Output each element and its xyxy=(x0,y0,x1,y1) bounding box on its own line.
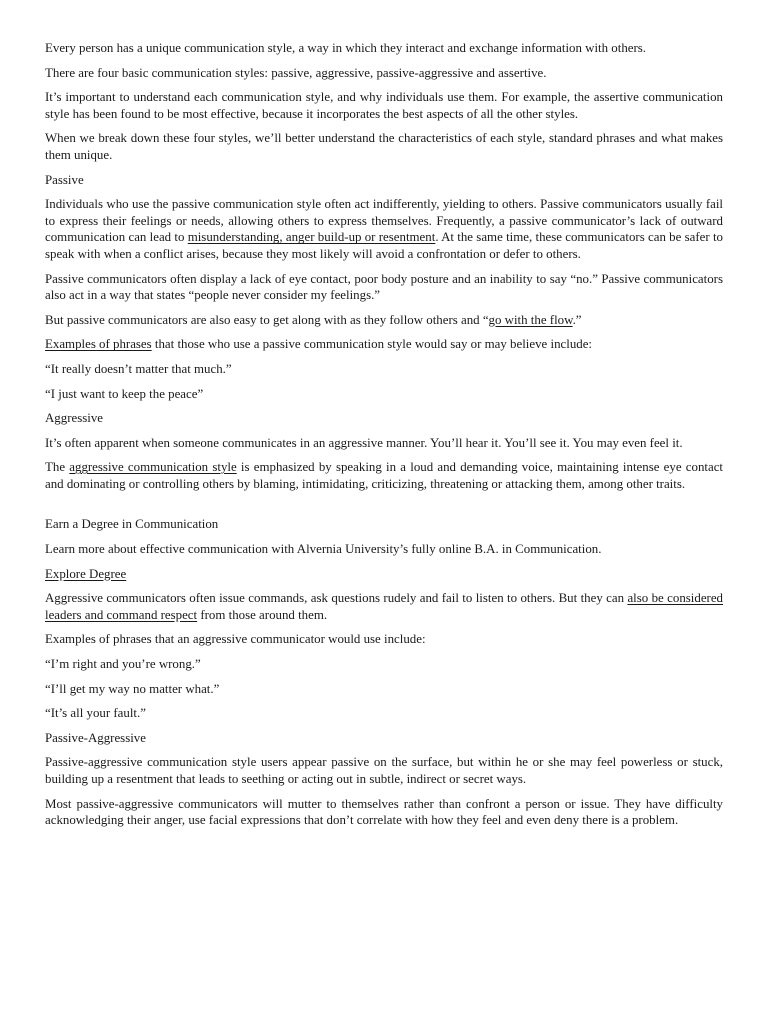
aggressive-paragraph-1: It’s often apparent when someone communicates in an aggressive manner. You’ll hear it. You’ll see it. You may even feel it. xyxy=(45,435,683,450)
promo-text: Learn more about effective communication with Alvernia University’s fully online B.A. in Communication. xyxy=(45,542,602,557)
aggressive-paragraph-2 xyxy=(45,459,723,492)
passive-aggressive-paragraph-2: Most passive-aggressive communicators will mutter to themselves rather than confront a person or issue. They have difficulty acknowledging their anger, use facial expressions that don’t correlate with how they feel and even deny there is a problem. xyxy=(45,796,723,828)
passive-p1-text-b: . At the same time, these communicators can be safer to speak with when a conflict arises, because they most likely will avoid a confrontation or defer to others. xyxy=(45,230,723,261)
aggressive-heading: Aggressive xyxy=(45,411,103,426)
go-with-the-flow-link[interactable]: go with the flow xyxy=(488,312,573,327)
aggressive-p3-text-a: Aggressive communicators often issue commands, ask questions rudely and fail to listen to others. But they can xyxy=(45,591,628,606)
passive-aggressive-paragraph-1: Passive-aggressive communication style users appear passive on the surface, but within he or she may feel powerless or stuck, building up a resentment that leads to seething or acting out in subtle, indirect or secret ways. xyxy=(45,755,723,786)
misunderstanding-link[interactable]: misunderstanding, anger build-up or resentment xyxy=(187,230,436,245)
examples-of-phrases-link[interactable]: Examples of phrases xyxy=(45,337,152,352)
passive-p1-text-a: Individuals who use the passive communication style often act indifferently, yielding to others. Passive communicators usually fail to express their feelings or needs, allowing others to express themselves. Frequently, a passive communicator’s lack of outward communication can lead to xyxy=(45,197,723,245)
passive-paragraph-2: Passive communicators often display a lack of eye contact, poor body posture and an inability to say “no.” Passive communicators also act in a way that states “people never consider my feelings.” xyxy=(45,271,723,303)
passive-aggressive-heading: Passive-Aggressive xyxy=(45,730,146,745)
aggressive-p2-text-b: is emphasized by speaking in a loud and demanding voice, maintaining intense eye contact and dominating or controlling others by blaming, intimidating, criticizing, threatening or attacking them, among other traits. xyxy=(45,460,724,491)
aggressive-quote-1: “I’m right and you’re wrong.” xyxy=(45,657,201,672)
spacer xyxy=(45,500,723,516)
passive-p4-text: that those who use a passive communication style would say or may believe include: xyxy=(151,337,593,352)
promo-title: Earn a Degree in Communication xyxy=(45,517,219,532)
importance-paragraph: It’s important to understand each communication style, and why individuals use them. For example, the assertive communication style has been found to be most effective, because it incorporates the best aspects of all the other styles. xyxy=(45,90,723,121)
passive-paragraph-1 xyxy=(45,196,723,262)
passive-quote-1: “It really doesn’t matter that much.” xyxy=(45,361,232,376)
aggressive-paragraph-4: Examples of phrases that an aggressive communicator would use include: xyxy=(45,632,426,647)
aggressive-p3-text-b: from those around them. xyxy=(197,607,328,622)
passive-p3-text-a: But passive communicators are also easy to get along with as they follow others and “ xyxy=(45,312,489,327)
passive-p3-text-b: .” xyxy=(572,312,582,327)
styles-list-paragraph: There are four basic communication styles: passive, aggressive, passive-aggressive and assertive. xyxy=(45,65,547,80)
intro-paragraph: Every person has a unique communication style, a way in which they interact and exchange information with others. xyxy=(45,41,647,55)
breakdown-paragraph: When we break down these four styles, we’ll better understand the characteristics of each style, standard phrases and what makes them unique. xyxy=(45,131,723,162)
aggressive-quote-2: “I’ll get my way no matter what.” xyxy=(45,681,220,696)
aggressive-quote-3: “It’s all your fault.” xyxy=(45,706,146,721)
passive-quote-2: “I just want to keep the peace” xyxy=(45,386,204,401)
promo-link-paragraph xyxy=(45,566,723,583)
leaders-respect-link[interactable]: also be considered leaders and command respect xyxy=(45,591,724,622)
aggressive-p2-text-a: The xyxy=(45,460,70,475)
passive-paragraph-3 xyxy=(45,312,723,329)
explore-degree-link[interactable]: Explore Degree xyxy=(45,566,127,581)
aggressive-paragraph-3 xyxy=(45,590,723,623)
passive-heading: Passive xyxy=(45,172,84,187)
passive-paragraph-4 xyxy=(45,336,723,353)
aggressive-style-link[interactable]: aggressive communication style xyxy=(69,460,237,475)
